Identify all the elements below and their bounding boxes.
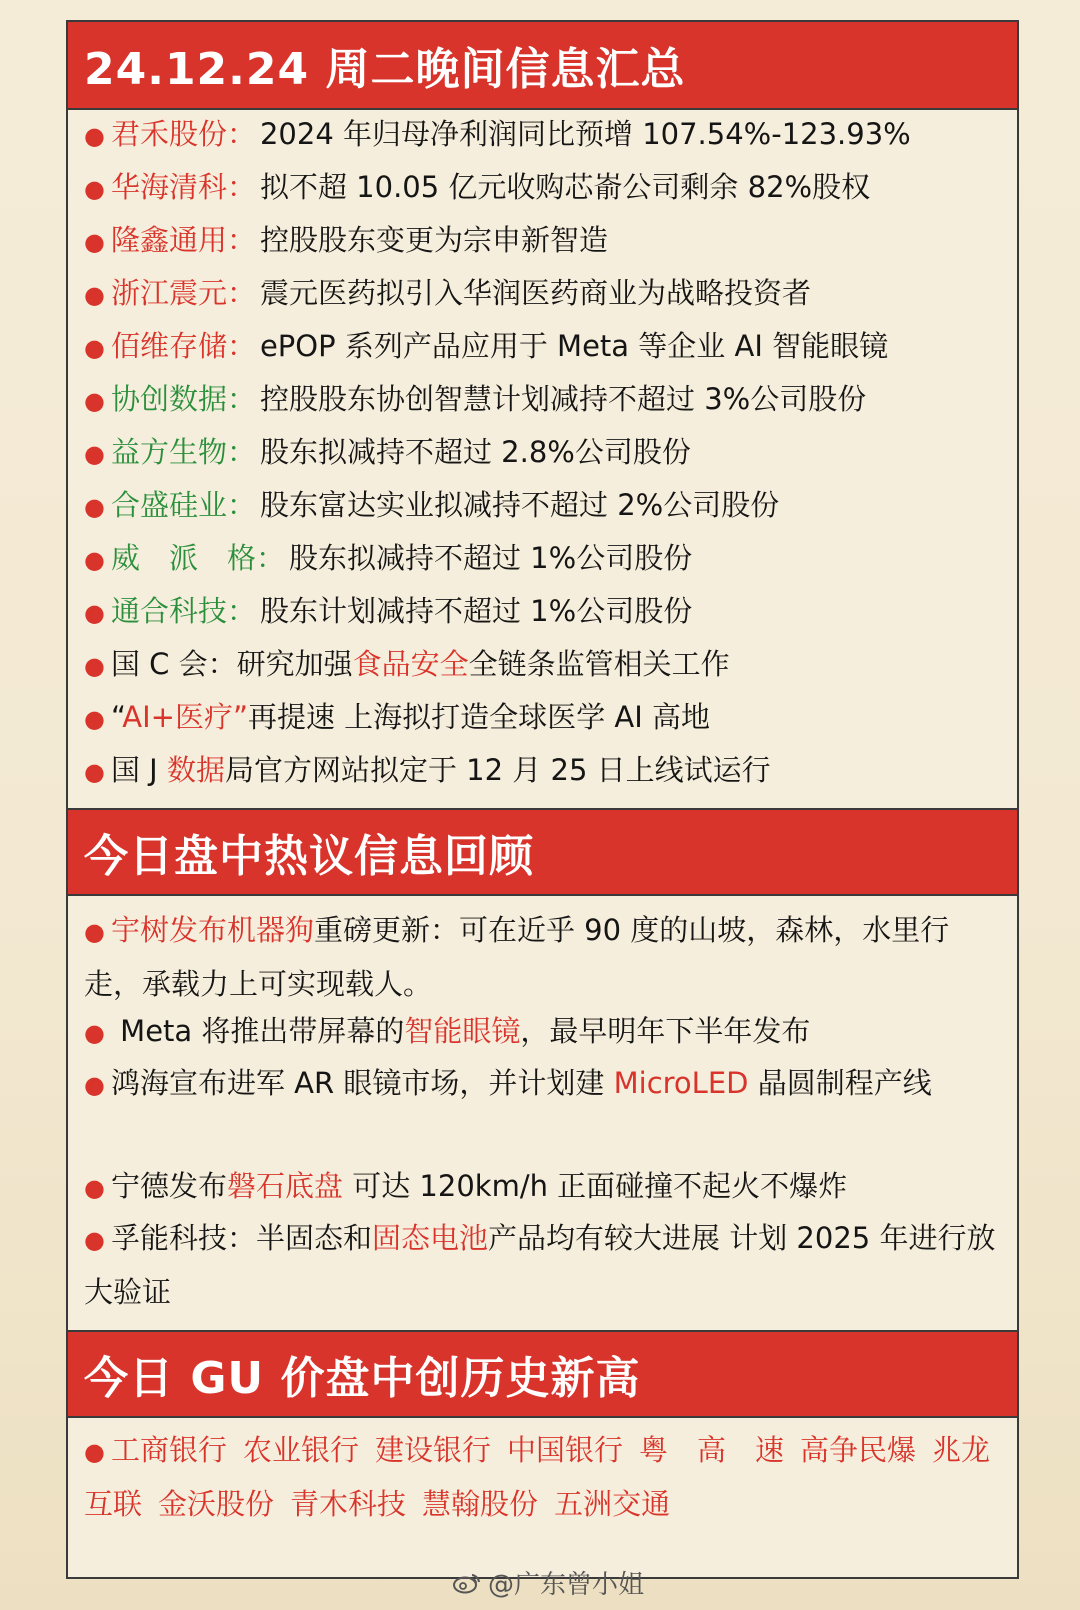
news-text: 宁德发布	[110, 1169, 227, 1203]
news-highlight: 宇树发布机器狗	[110, 913, 314, 947]
stock-name: 粤 高 速	[639, 1433, 785, 1467]
news-text: ，最早明年下半年发布	[520, 1014, 811, 1048]
news-item	[84, 646, 1007, 684]
bullet-icon: ●	[84, 918, 105, 946]
bullet-icon: ●	[84, 1226, 105, 1254]
news-item	[84, 904, 1007, 1010]
bullet-icon: ●	[84, 652, 105, 680]
bullet-icon: ●	[84, 546, 105, 574]
company-name: 合盛硅业：	[110, 488, 256, 522]
announcement-item	[84, 540, 1007, 578]
company-name: 通合科技：	[110, 594, 256, 628]
bullet-icon: ●	[84, 334, 105, 362]
announcement-item	[84, 487, 1007, 525]
section1-title: 24.12.24 周二晚间信息汇总	[68, 22, 1017, 110]
announcement-item	[84, 222, 1007, 260]
bullet-icon: ●	[84, 281, 105, 309]
bullet-icon: ●	[84, 493, 105, 521]
news-highlight: 智能眼镜	[404, 1014, 521, 1048]
news-text: 国 J	[110, 753, 167, 787]
news-item	[84, 1057, 1007, 1111]
news-highlight: AI+医疗”	[122, 700, 248, 734]
news-text: 再提速 上海拟打造全球医学 AI 高地	[247, 700, 711, 734]
bullet-icon: ●	[84, 1438, 105, 1466]
announcement-text: 2024 年归母净利润同比预增 107.54%-123.93%	[259, 117, 911, 151]
summary-card	[66, 20, 1019, 1579]
stock-name: 慧翰股份	[422, 1487, 539, 1521]
news-highlight: MicroLED	[613, 1066, 749, 1100]
stock-name: 建设银行	[374, 1433, 491, 1467]
announcement-item	[84, 381, 1007, 419]
news-text: Meta 将推出带屏幕的	[110, 1014, 405, 1048]
news-text: 晶圆制程产线	[748, 1066, 932, 1100]
announcement-text: 震元医药拟引入华润医药商业为战略投资者	[259, 276, 811, 310]
news-text: 产品均有较大进展 计划 2025 年进行放大验证	[84, 1221, 996, 1309]
stock-name: 高争民爆	[800, 1433, 917, 1467]
news-text: 可达 120km/h 正面碰撞不起火不爆炸	[342, 1169, 848, 1203]
record-high-stocks	[84, 1424, 1007, 1530]
bullet-icon: ●	[84, 1019, 105, 1047]
announcement-text: ePOP 系列产品应用于 Meta 等企业 AI 智能眼镜	[259, 329, 889, 363]
company-name: 威 派 格：	[110, 541, 285, 575]
news-highlight: 磐石底盘	[226, 1169, 343, 1203]
section2-title: 今日盘中热议信息回顾	[68, 808, 1017, 896]
announcement-item	[84, 275, 1007, 313]
stock-name: 工商银行	[110, 1433, 227, 1467]
news-item	[84, 752, 1007, 790]
watermark-text: @广东曾小姐	[488, 1570, 645, 1600]
bullet-icon: ●	[84, 440, 105, 468]
company-name: 隆鑫通用：	[110, 223, 256, 257]
announcement-item	[84, 328, 1007, 366]
weibo-logo-icon	[452, 1572, 482, 1594]
company-name: 益方生物：	[110, 435, 256, 469]
stock-name: 五洲交通	[554, 1487, 671, 1521]
news-item	[84, 699, 1007, 737]
company-name: 君禾股份：	[110, 117, 256, 151]
news-text: 全链条监管相关工作	[468, 647, 730, 681]
company-name: 华海清科：	[110, 170, 256, 204]
company-name: 佰维存储：	[110, 329, 256, 363]
news-item	[84, 1013, 1007, 1051]
news-text: 局官方网站拟定于 12 月 25 日上线试运行	[224, 753, 771, 787]
news-text: 鸿海宣布进军 AR 眼镜市场，并计划建	[110, 1066, 614, 1100]
news-item	[84, 1212, 1007, 1318]
announcement-item	[84, 593, 1007, 631]
announcement-text: 控股股东协创智慧计划减持不超过 3%公司股份	[259, 382, 867, 416]
announcement-item	[84, 169, 1007, 207]
bullet-icon: ●	[84, 175, 105, 203]
stock-name: 兆龙互联	[84, 1433, 991, 1521]
stock-name: 中国银行	[507, 1433, 624, 1467]
bullet-icon: ●	[84, 1174, 105, 1202]
bullet-icon: ●	[84, 758, 105, 786]
news-text: 重磅更新：可在近乎 90 度的山坡，森林，水里行走，承载力上可实现载人。	[84, 913, 950, 1001]
news-highlight: 数据	[166, 753, 225, 787]
stock-name: 青木科技	[290, 1487, 407, 1521]
weibo-watermark	[452, 1564, 644, 1601]
bullet-icon: ●	[84, 705, 105, 733]
bullet-icon: ●	[84, 228, 105, 256]
news-text: 国 C 会：研究加强	[110, 647, 353, 681]
announcement-text: 股东富达实业拟减持不超过 2%公司股份	[259, 488, 780, 522]
bullet-icon: ●	[84, 122, 105, 150]
announcement-item	[84, 434, 1007, 472]
company-name: 协创数据：	[110, 382, 256, 416]
bullet-icon: ●	[84, 1071, 105, 1099]
news-text: 孚能科技：半固态和	[110, 1221, 372, 1255]
announcement-text: 股东拟减持不超过 1%公司股份	[288, 541, 693, 575]
stock-name: 金沃股份	[158, 1487, 275, 1521]
news-highlight: 固态电池	[371, 1221, 488, 1255]
bullet-icon: ●	[84, 387, 105, 415]
announcement-text: 拟不超 10.05 亿元收购芯嵛公司剩余 82%股权	[259, 170, 871, 204]
stock-name: 农业银行	[242, 1433, 359, 1467]
announcement-text: 股东计划减持不超过 1%公司股份	[259, 594, 693, 628]
section3-title: 今日 GU 价盘中创历史新高	[68, 1330, 1017, 1418]
news-text: “	[110, 700, 123, 734]
news-highlight: 食品安全	[352, 647, 469, 681]
announcement-item	[84, 116, 1007, 154]
bullet-icon: ●	[84, 599, 105, 627]
company-name: 浙江震元：	[110, 276, 256, 310]
news-item	[84, 1168, 1007, 1206]
announcement-text: 控股股东变更为宗申新智造	[259, 223, 608, 257]
announcement-text: 股东拟减持不超过 2.8%公司股份	[259, 435, 691, 469]
